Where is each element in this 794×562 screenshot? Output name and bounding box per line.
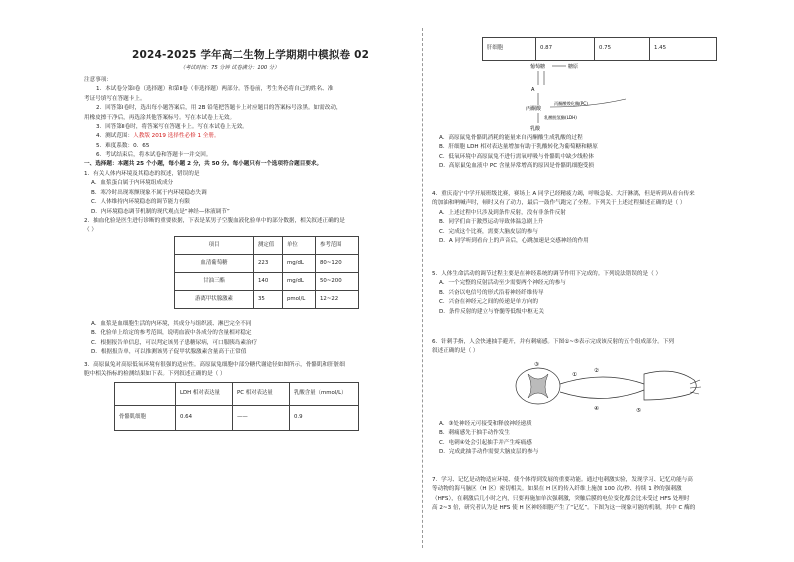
q6-option-a[interactable]: A．③处神经元可接受和释放神经递质 [439, 421, 532, 427]
q2-option-d[interactable]: D．根据报告单，可以推测该男子促甲状腺激素含量高于正常值 [91, 349, 247, 356]
test-scope: 人教版 2019 选择性必修 1 全册。 [133, 133, 220, 140]
notice-line-4 [84, 132, 414, 141]
page-title: 2024-2025 学年高二生物上学期期中模拟卷 02 [132, 49, 370, 61]
table-header-cell: LDH 相对表达量 [176, 383, 233, 406]
table-cell: 0.75 [595, 38, 650, 61]
notice-block [84, 76, 414, 161]
table-cell: 0.87 [536, 38, 595, 61]
q4-option-c[interactable]: C．完成这个比赛，需要大脑皮层的参与 [439, 228, 539, 235]
q6-stem-1: 6．针刺手指，人会快速抽手避开，并有刺痛感。下图①~⑤表示完成该反射的五个组成部分。下列 [432, 339, 675, 345]
q1-option-d[interactable]: D．内环境稳态调节机制的现代观点是“神经—体液调节” [91, 208, 230, 215]
diagram-ldh: 乳酸脱氢酶(LDH) [544, 115, 577, 120]
reflex-arc-diagram [494, 360, 704, 418]
q5-option-d[interactable]: D．条件反射的建立与脊髓等低级中枢无关 [439, 308, 544, 315]
question-4 [432, 190, 772, 246]
diagram-glucose: 葡萄糖 [530, 64, 546, 70]
q3-option-b[interactable]: B．肝细胞 LDH 相对表达量增加有助于乳酸转化为葡萄糖和糖原 [439, 144, 598, 151]
table-header-row [175, 237, 359, 255]
column-divider [422, 28, 423, 548]
table-row [175, 291, 359, 309]
table-header-cell: 单位 [283, 237, 316, 255]
notice-line-1: 1．本试卷分第Ⅰ卷（选择题）和第Ⅱ卷（非选择题）两部分。答卷前，考生务必将自己的姓名、准 [96, 86, 334, 93]
diagram-lactate: 乳酸 [530, 126, 541, 132]
table-cell: 223 [254, 255, 283, 273]
q3-stem-1: 3．高原鼠兔对高原低氧环境有很强的适应性。高原鼠兔细胞中部分糖代谢途径如图所示，骨骼肌和肝脏细 [84, 362, 345, 368]
q6-options [432, 420, 772, 458]
table-row [175, 255, 359, 273]
q4-stem-2: 的加油和呐喊声时，顿时又有了动力，最后一鼓作气跑完了全程。下列关于上述过程描述正确的是（ ） [432, 200, 686, 207]
table-cell: mg/dL [283, 273, 316, 291]
q4-option-d[interactable]: D．A 同学听到看台上的声音后，心跳加速是交感神经的作用 [439, 238, 589, 245]
table-cell: mg/dL [283, 255, 316, 273]
table-header-cell: 测定值 [254, 237, 283, 255]
q4-option-b[interactable]: B．同学们由于激烈运动导致体温急剧上升 [439, 219, 544, 226]
table-cell: 0.64 [176, 406, 233, 431]
q4-option-a[interactable]: A．上述过程中只涉及到条件反射，没有非条件反射 [439, 209, 566, 216]
table-cell: 1.45 [650, 38, 717, 61]
q5-option-b[interactable]: B．兴奋以电信号的形式沿着神经纤维传导 [439, 289, 544, 296]
table-header-cell [115, 383, 176, 406]
q2-options [84, 320, 414, 358]
table-cell: 游离甲状腺激素 [175, 291, 254, 309]
q2-table [174, 236, 359, 309]
table-cell: 35 [254, 291, 283, 309]
q1-stem: 1．有关人体内环境及其稳态的叙述，错误的是 [84, 171, 200, 177]
question-5 [432, 270, 772, 317]
arm-icon [644, 371, 696, 400]
table-cell: 肝细胞 [483, 38, 536, 61]
q3-option-a[interactable]: A．高原鼠兔骨骼肌消耗的能量来自丙酮酸生成乳酸的过程 [439, 135, 583, 141]
table-cell: 12~22 [316, 291, 359, 309]
table-header-cell: 参考范围 [316, 237, 359, 255]
q2-stem-1: 2．抽血化验是医生进行诊断的重要依据，下表是某男子空腹血液化验单中的部分数据，相关叙述正确的是 [84, 218, 345, 224]
notice-heading: 注意事项： [84, 77, 112, 83]
table-header-cell: PC 相对表达量 [233, 383, 290, 406]
table-header-cell: 项目 [175, 237, 254, 255]
q7-line-4: 高 2~3 倍，研究者认为是 HFS 使 H 区神经细胞产生了“记忆”。下图为这一现象可能的机制，其中 C 酶的 [432, 505, 696, 512]
table-cell: 0.9 [290, 406, 359, 431]
table-header-cell: 乳酸含量（mmol/L） [290, 383, 359, 406]
table-cell: 140 [254, 273, 283, 291]
notice-line-1b: 考证号填写在答题卡上。 [84, 95, 146, 102]
table-cell: —— [233, 406, 290, 431]
q3-option-c[interactable]: C．低氧环境中高原鼠兔不进行需氧呼吸与骨骼肌中缺少线粒体 [439, 153, 594, 160]
mark-1: ① [572, 372, 577, 378]
question-3 [84, 361, 414, 380]
mark-4: ④ [594, 406, 599, 412]
q3-table-part-2 [482, 37, 717, 61]
q3-stem-2: 胞中相关指标的检测结果如下表。下列叙述正确的是（ ） [84, 371, 226, 378]
question-1 [84, 170, 414, 217]
q6-stem-2: 叙述正确的是（ ） [432, 348, 479, 355]
table-cell: 骨骼肌细胞 [115, 406, 176, 431]
table-cell: 甘油三酯 [175, 273, 254, 291]
table-cell: pmol/L [283, 291, 316, 309]
page-subtitle: （考试时间：75 分钟 试卷满分：100 分） [180, 65, 280, 71]
table-row [115, 406, 359, 431]
question-7 [432, 476, 772, 514]
diagram-glycogen: 糖原 [568, 64, 579, 70]
section-heading: 一、选择题：本题共 25 个小题，每小题 2 分，共 50 分。每小题只有一个选项符合题目要求。 [84, 161, 323, 167]
q6-option-b[interactable]: B．刺痛感先于抽手动作发生 [439, 430, 510, 437]
question-6 [432, 338, 772, 357]
notice-line-2b: 用橡皮擦干净后，再选涂其他答案标号。写在本试卷上无效。 [84, 114, 236, 121]
q2-option-b[interactable]: B．化验单上给定的参考范围，说明血液中各成分的含量相对稳定 [91, 330, 252, 337]
q5-option-c[interactable]: C．兴奋在神经元之间的传递是单方向的 [439, 299, 539, 306]
q4-stem-1: 4．重庆南宁中学开展班级比赛，赛场上 A 同学已经精疲力竭，呼吸急促、大汗淋漓，但是听到从看台传来 [432, 191, 695, 197]
mark-5: ⑤ [636, 408, 641, 414]
table-cell: 血清葡萄糖 [175, 255, 254, 273]
notice-line-4-prefix: 4．测试范围： [96, 133, 134, 140]
q5-option-a[interactable]: A．一个完整的反射活动至少需要两个神经元的参与 [439, 280, 566, 287]
question-2 [84, 217, 414, 236]
diagram-pyruvate: 丙酮酸 [526, 106, 542, 112]
q3-option-d[interactable]: D．高原鼠兔血液中 PC 含量异常增高的原因是骨骼肌细胞受损 [439, 163, 594, 170]
q6-option-c[interactable]: C．电刺④处会引起抽手并产生疼痛感 [439, 439, 532, 446]
notice-line-2: 2．回答第Ⅰ卷时，选出每小题答案后，用 2B 铅笔把答题卡上对应题目的答案标号涂黑。如需改动， [96, 105, 342, 112]
mark-2: ② [594, 368, 599, 374]
q7-line-1: 7．学习、记忆是动物适应环境、使个体得到发展的重要功能。通过电刺激实验，发现学习、记忆功能与高 [432, 477, 693, 483]
notice-line-5: 5．难度系数：0．65 [96, 142, 150, 149]
diagram-pc: 丙酮酸羧化酶(PC) [554, 101, 588, 106]
q6-option-d[interactable]: D．完成此抽手动作需要大脑皮层的参与 [439, 449, 539, 456]
diagram-a-label: A [531, 87, 535, 93]
q1-option-a[interactable]: A．血浆蛋白属于内环境组成成分 [91, 180, 174, 187]
q3-table-part-1 [114, 382, 359, 431]
table-row [483, 38, 717, 61]
table-cell: 50~200 [316, 273, 359, 291]
q7-line-2: 等动物的海马脑区（H 区）密切相关。如果在 H 区的传入纤维上施加 100 次/秒、持续 1 秒的强刺激 [432, 486, 682, 493]
q2-stem-2: （ ） [84, 227, 97, 234]
q3-options [432, 134, 772, 172]
metabolism-diagram [522, 61, 652, 133]
table-header-row [115, 383, 359, 406]
notice-line-3: 3．回答第Ⅱ卷时，将答案写在答题卡上。写在本试卷上无效。 [96, 124, 248, 131]
q1-option-b[interactable]: B．寒冷时出现寒颤现象不属于内环境稳态失调 [91, 189, 207, 196]
table-cell: 80~120 [316, 255, 359, 273]
q5-stem: 5．人体生命活动的调节过程主要是在神经系统的调节作用下完成的。下列说法错误的是（ ） [432, 271, 662, 277]
q2-option-c[interactable]: C．根据报告单信息，可以判定该男子患糖尿病，可口服胰岛素治疗 [91, 339, 258, 346]
mark-3: ③ [534, 362, 539, 368]
notice-line-6: 6．考试结束后，将本试卷和答题卡一并交回。 [96, 152, 212, 159]
table-row [175, 273, 359, 291]
q2-option-a[interactable]: A．血浆是血细胞生活的内环境，其成分与组织液、淋巴完全不同 [91, 321, 252, 327]
q7-line-3: （HFS），在刺激后几小时之内，只要再施加单次强刺激，突触后膜的电位变化都会比未受过 HFS 处理时 [432, 495, 690, 502]
q1-option-c[interactable]: C．人体维持内环境稳态的调节能力有限 [91, 199, 191, 206]
